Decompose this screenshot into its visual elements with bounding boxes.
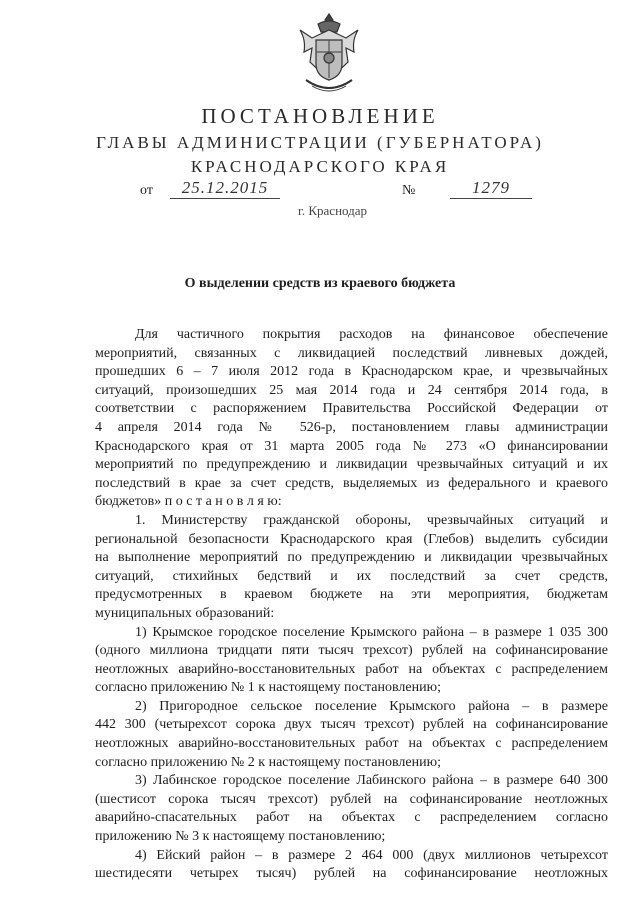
body-line: последствий в крае за счет средств, выделяемых из федерального и краевого bbox=[95, 475, 608, 491]
body-line: мероприятий, связанных с ликвидацией последствий ливневых дождей, bbox=[95, 345, 608, 361]
body-line: согласно приложению № 2 к настоящему постановлению; bbox=[95, 754, 441, 770]
body-line: предусмотренных в краевом бюджете на эти мероприятия, бюджетам bbox=[95, 587, 608, 603]
body-line: мероприятий по предупреждению и ликвидации чрезвычайных ситуаций и их bbox=[95, 457, 608, 473]
body-line: 1) Крымское городское поселение Крымского района – в размере 1 035 300 bbox=[135, 624, 608, 640]
body-line: шестидесяти четырех тысяч) рублей на софинансирование неотложных bbox=[95, 866, 608, 882]
region-line: КРАСНОДАРСКОГО КРАЯ bbox=[190, 157, 450, 176]
body-line: 4) Ейский район – в размере 2 464 000 (двух миллионов четырехсот bbox=[135, 847, 608, 863]
body-line: (одного миллиона тридцати пяти тысяч трехсот) рублей на софинансирование bbox=[95, 643, 608, 659]
document-subject: О выделении средств из краевого бюджета bbox=[184, 276, 456, 291]
body-line: региональной безопасности Краснодарского края (Глебов) выделить субсидии bbox=[95, 531, 608, 547]
coat-of-arms-emblem bbox=[294, 10, 364, 96]
body-line: Для частичного покрытия расходов на финансовое обеспечение bbox=[135, 327, 608, 342]
body-line: согласно приложению № 1 к настоящему постановлению; bbox=[95, 680, 441, 696]
body-line: ситуаций, произошедших 25 мая 2014 года и 24 сентября 2014 года, в bbox=[95, 382, 608, 398]
body-line: соответствии с распоряжением Правительства Российской Федерации от bbox=[95, 401, 608, 417]
body-line: муниципальных образований: bbox=[95, 605, 275, 621]
body-line: 4 апреля 2014 года № 526-р, постановлением главы администрации bbox=[95, 419, 608, 435]
body-line: неотложных аварийно-восстановительных работ на объектах с распределением bbox=[95, 661, 608, 677]
body-line: прошедших 6 – 7 июля 2012 года в Краснодарском крае, и чрезвычайных bbox=[95, 364, 608, 380]
city-label: г. Краснодар bbox=[298, 203, 368, 218]
issuer-line: ГЛАВЫ АДМИНИСТРАЦИИ (ГУБЕРНАТОРА) bbox=[96, 133, 544, 152]
body-line: 1. Министерству гражданской обороны, чрезвычайных ситуаций и bbox=[135, 512, 608, 528]
body-line: аварийно-спасательных работ на объектах с распределением согласно bbox=[95, 810, 608, 826]
body-line: на выполнение мероприятий по предупреждению и ликвидации чрезвычайных bbox=[95, 550, 608, 566]
body-line: неотложных аварийно-восстановительных работ на объектах с распределением bbox=[95, 736, 608, 752]
handwritten-date: 25.12.2015 bbox=[170, 178, 280, 199]
handwritten-number: 1279 bbox=[450, 178, 532, 199]
document-body bbox=[95, 326, 608, 884]
body-line: бюджетов» п о с т а н о в л я ю: bbox=[95, 494, 282, 510]
body-line: ситуаций, стихийных бедствий и их последствий за счет средств, bbox=[95, 568, 608, 584]
number-label: № bbox=[402, 183, 416, 198]
body-line: 442 300 (четырехсот сорока двух тысяч трехсот) рублей на софинансирование bbox=[95, 717, 608, 733]
body-line: приложению № 3 к настоящему постановлению; bbox=[95, 829, 386, 845]
body-line: 2) Пригородное сельское поселение Крымского района – в размере bbox=[135, 698, 608, 714]
body-line: (шестисот сорока тысяч трехсот) рублей на софинансирование неотложных bbox=[95, 791, 608, 807]
body-line: 3) Лабинское городское поселение Лабинского района – в размере 640 300 bbox=[135, 773, 608, 789]
date-prefix-label: от bbox=[140, 183, 153, 198]
document-type-title: ПОСТАНОВЛЕНИЕ bbox=[201, 104, 439, 128]
body-line: Краснодарского края от 31 марта 2005 года № 273 «О финансировании bbox=[95, 438, 608, 454]
